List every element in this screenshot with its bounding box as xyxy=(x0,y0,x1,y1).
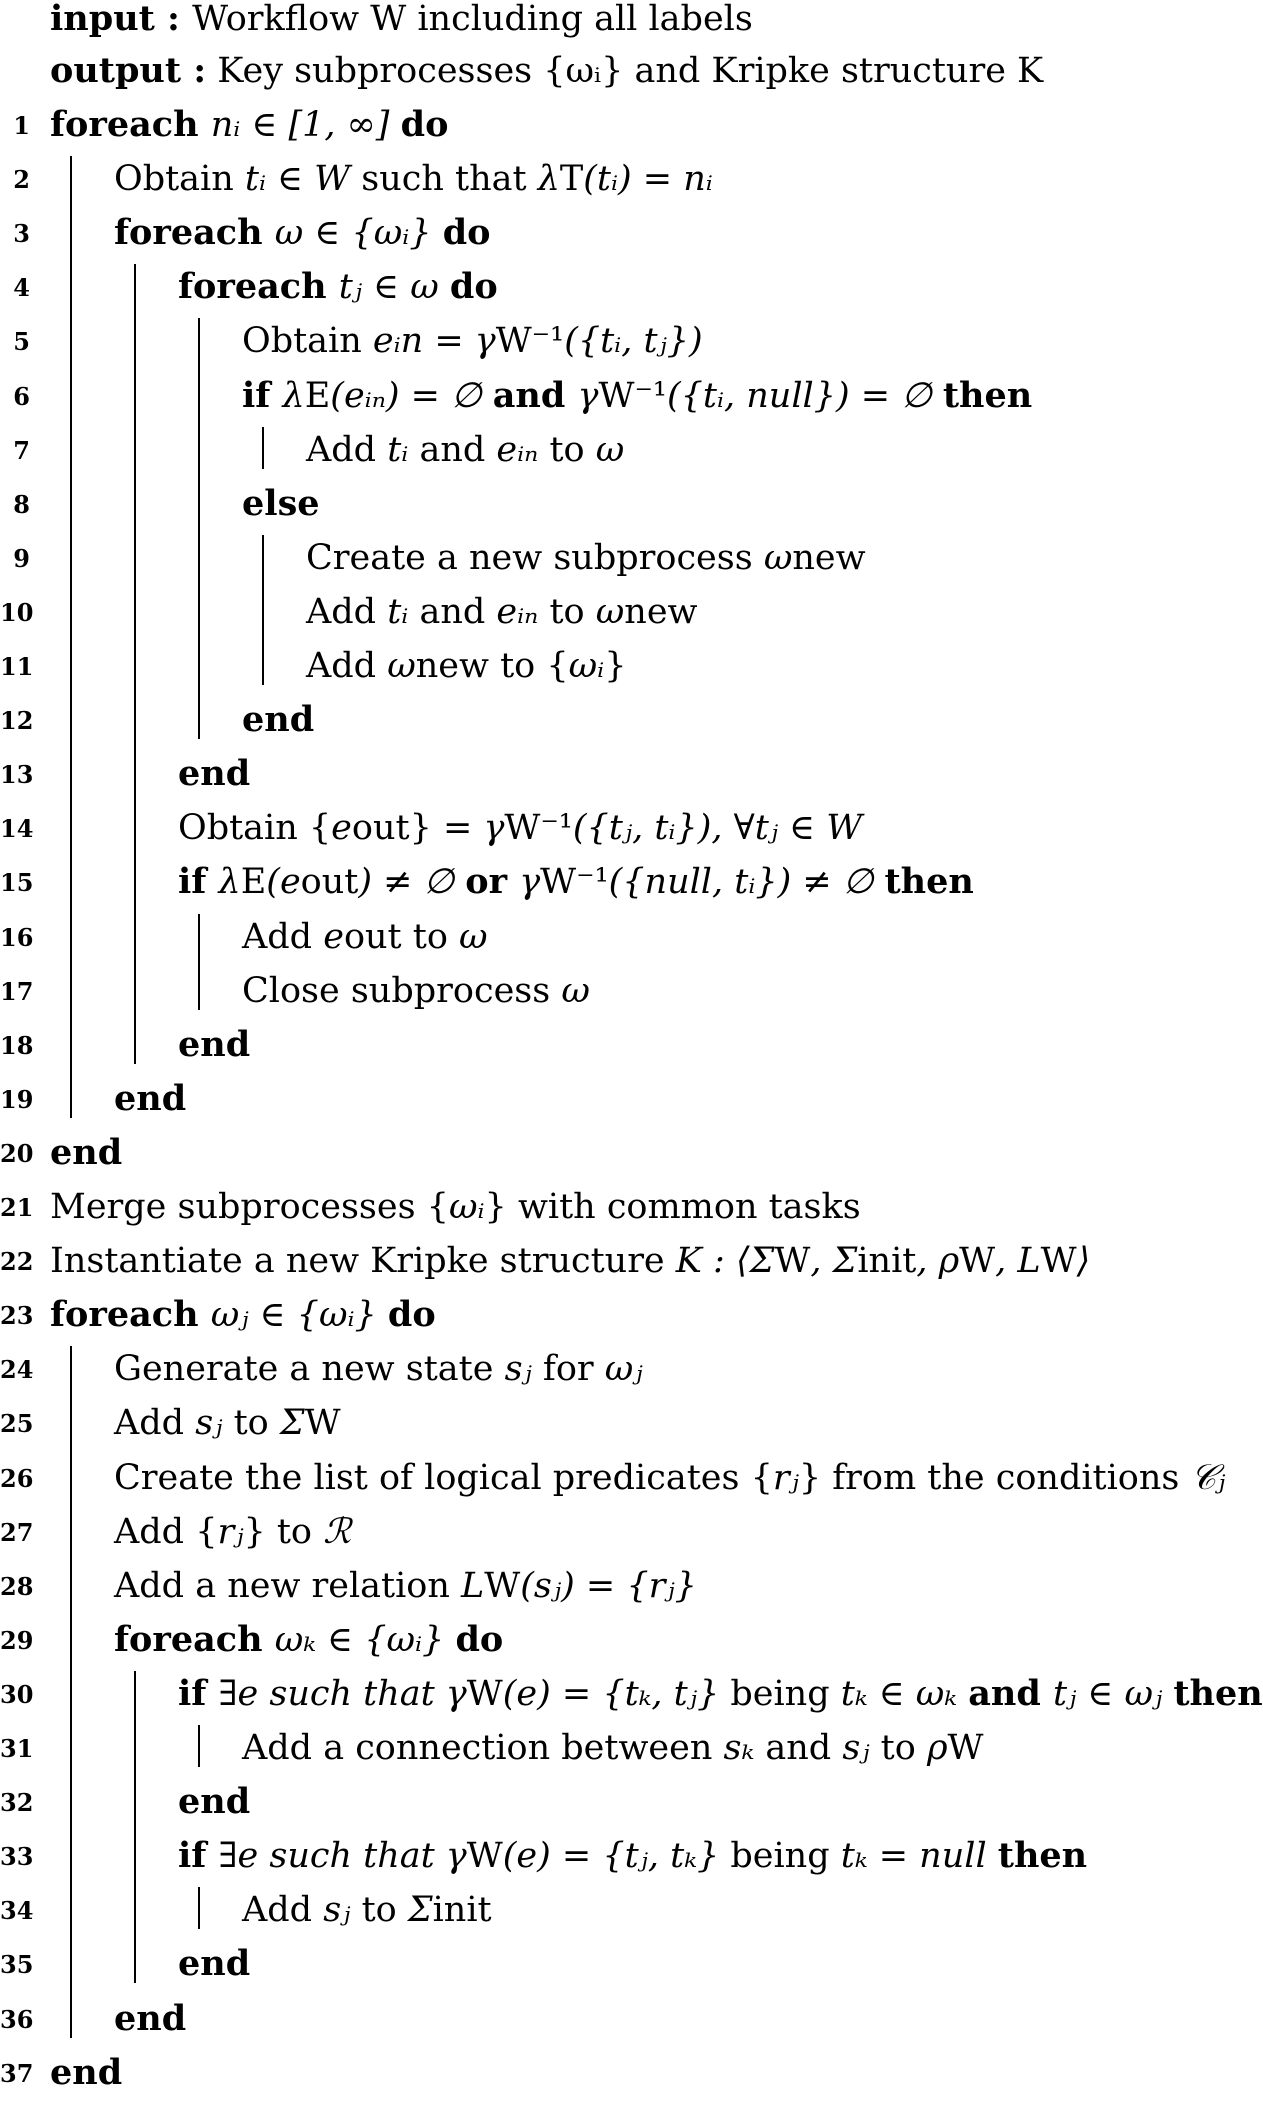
line-fragment: Obtain { xyxy=(178,808,332,849)
line-number: 31 xyxy=(0,1734,34,1763)
line-text xyxy=(178,1775,250,1829)
math-expression: ωᵢ xyxy=(448,1187,485,1227)
block-rule xyxy=(198,914,200,1010)
line-text xyxy=(178,1667,1263,1721)
line-text xyxy=(178,260,498,314)
line-fragment: to xyxy=(869,1728,927,1768)
line-fragment: Add { xyxy=(114,1511,218,1552)
line-number: 19 xyxy=(0,1084,34,1114)
algorithm-line xyxy=(0,1937,1239,1991)
block-rule xyxy=(70,1346,72,2037)
math-expression: sⱼ xyxy=(504,1349,532,1390)
line-fragment: W⁻¹ xyxy=(540,862,609,903)
line-number: 24 xyxy=(0,1355,34,1385)
algorithm-line xyxy=(0,2046,1239,2100)
algorithm-line xyxy=(0,314,1239,368)
keyword: then xyxy=(942,374,1033,416)
line-fragment: W xyxy=(774,1241,811,1282)
block-rule xyxy=(70,156,72,1118)
algorithm-line xyxy=(0,369,1239,423)
algorithm-line xyxy=(0,1126,1239,1180)
line-fragment: W xyxy=(947,1728,984,1768)
math-expression: ω xyxy=(387,646,416,686)
line-fragment: to xyxy=(350,1890,408,1931)
line-fragment: to { xyxy=(488,646,569,686)
math-expression: e xyxy=(323,916,344,957)
line-fragment: Add xyxy=(242,916,324,957)
line-text xyxy=(178,747,250,801)
line-text xyxy=(114,1072,186,1126)
input-line xyxy=(50,0,753,46)
line-fragment: Obtain xyxy=(114,159,245,200)
line-text xyxy=(178,855,974,909)
algorithm-line xyxy=(0,1505,1239,1559)
line-text xyxy=(50,98,448,152)
math-expression: L xyxy=(461,1565,485,1606)
line-fragment: and xyxy=(754,1728,843,1768)
line-number: 32 xyxy=(0,1788,34,1818)
line-text xyxy=(50,2046,122,2100)
line-number: 36 xyxy=(0,2004,34,2034)
math-expression: ∃e such that γ xyxy=(218,1836,467,1877)
line-text xyxy=(114,206,491,260)
line-fragment: Merge subprocesses { xyxy=(50,1187,449,1227)
algorithm-line xyxy=(0,1992,1239,2046)
math-expression: tⱼ ∈ ωⱼ xyxy=(1052,1673,1174,1714)
algorithm-line xyxy=(0,1613,1239,1667)
keyword: foreach xyxy=(50,104,211,145)
math-expression: ⟩ xyxy=(1076,1241,1091,1282)
line-number: 11 xyxy=(0,652,34,681)
line-text xyxy=(242,477,320,531)
line-fragment: to xyxy=(538,429,596,470)
algorithm-line xyxy=(0,1451,1239,1505)
line-text xyxy=(242,693,314,747)
math-expression: e xyxy=(331,808,352,849)
keyword: foreach xyxy=(50,1294,211,1336)
line-fragment: for xyxy=(531,1349,605,1390)
line-fragment: being xyxy=(719,1673,841,1714)
keyword: if xyxy=(178,1835,219,1877)
line-number: 29 xyxy=(0,1625,34,1655)
line-text xyxy=(306,585,698,639)
keyword: do xyxy=(455,1618,504,1660)
keyword: if xyxy=(178,861,219,903)
algorithm-line xyxy=(0,98,1239,152)
math-expression: sₖ xyxy=(723,1728,755,1768)
keyword: end xyxy=(178,1781,251,1823)
keyword: end xyxy=(114,1077,187,1119)
block-rule xyxy=(262,535,264,685)
line-fragment: W xyxy=(959,1241,996,1282)
line-fragment: and xyxy=(408,591,497,632)
keyword: if xyxy=(242,374,283,416)
line-text xyxy=(242,964,590,1018)
math-expression: ({null, tᵢ}) ≠ ∅ xyxy=(608,862,885,903)
line-fragment: and xyxy=(408,429,497,470)
line-fragment: W⁻¹ xyxy=(495,321,565,362)
math-expression: nᵢ ∈ [1, ∞] xyxy=(210,105,401,145)
algorithm-line xyxy=(0,1342,1239,1396)
keyword: then xyxy=(997,1835,1088,1877)
algorithm-line xyxy=(0,1396,1239,1450)
keyword: end xyxy=(178,1023,251,1065)
line-fragment: W xyxy=(1040,1241,1077,1282)
line-fragment: Add a new relation xyxy=(114,1565,462,1606)
line-number: 25 xyxy=(0,1409,34,1439)
line-text xyxy=(50,1288,436,1342)
line-text xyxy=(50,1180,861,1234)
algorithm-line xyxy=(0,1018,1239,1072)
line-fragment: to xyxy=(538,591,596,632)
algorithm-line xyxy=(0,423,1239,477)
math-expression: sⱼ xyxy=(323,1890,351,1931)
math-expression: ρ xyxy=(926,1728,948,1768)
math-expression: ω xyxy=(595,429,625,470)
block-rule xyxy=(198,1725,200,1767)
line-text xyxy=(178,1829,1087,1883)
math-expression: tᵢ xyxy=(387,429,409,470)
math-expression: λ xyxy=(537,159,560,200)
math-expression: , ρ xyxy=(916,1241,960,1282)
line-text xyxy=(178,801,862,855)
math-expression: (e) = {tₖ, tⱼ} xyxy=(502,1673,720,1714)
line-number: 7 xyxy=(13,435,30,465)
line-fragment: } to xyxy=(243,1511,324,1552)
line-fragment: Create a new subprocess xyxy=(306,537,764,578)
math-expression: sⱼ xyxy=(842,1728,870,1768)
keyword: end xyxy=(50,2051,123,2093)
line-number: 37 xyxy=(0,2058,34,2088)
line-fragment: Obtain xyxy=(242,321,373,362)
math-expression: ({tⱼ, tᵢ}), ∀tⱼ ∈ W xyxy=(572,808,863,849)
line-text xyxy=(114,1451,1225,1505)
algorithm-line xyxy=(0,801,1239,855)
line-fragment: Add xyxy=(242,1890,324,1931)
math-expression: ω xyxy=(763,537,793,578)
line-fragment: W xyxy=(466,1673,503,1714)
input-text: Workflow W including all labels xyxy=(192,0,753,39)
math-expression: , Σ xyxy=(810,1241,858,1282)
line-fragment: W⁻¹ xyxy=(598,375,667,416)
line-text xyxy=(242,910,488,964)
block-rule xyxy=(262,427,264,469)
line-text xyxy=(114,1613,503,1667)
line-number: 13 xyxy=(0,760,34,790)
line-fragment: Instantiate a new Kripke structure xyxy=(50,1241,676,1282)
line-text xyxy=(178,1937,250,1991)
math-expression: K : ⟨Σ xyxy=(675,1241,775,1282)
line-text xyxy=(114,1396,341,1450)
line-number: 10 xyxy=(0,597,34,627)
math-expression: rⱼ xyxy=(772,1457,799,1498)
line-number: 28 xyxy=(0,1571,34,1601)
keyword: foreach xyxy=(114,212,275,254)
line-number: 4 xyxy=(13,273,30,303)
math-expression: γ xyxy=(519,862,541,903)
line-fragment: } with common tasks xyxy=(484,1187,861,1227)
keyword: else xyxy=(242,482,320,524)
keyword: do xyxy=(449,266,498,308)
algorithm-line xyxy=(0,1072,1239,1126)
math-expression: ω xyxy=(561,970,590,1011)
line-text xyxy=(242,369,1032,423)
line-fragment: new xyxy=(792,537,866,578)
math-expression: λ xyxy=(282,375,305,416)
line-fragment: to xyxy=(401,916,460,957)
line-fragment: Add xyxy=(306,646,388,686)
algorithm-line xyxy=(0,747,1239,801)
math-expression: ω ∈ {ωᵢ} xyxy=(274,213,443,254)
algorithm-line xyxy=(0,964,1239,1018)
line-fragment: E xyxy=(240,862,267,903)
algorithm-line xyxy=(0,531,1239,585)
keyword: then xyxy=(1173,1672,1263,1714)
math-expression: ({tᵢ, null}) = ∅ xyxy=(666,375,943,416)
math-expression: ω xyxy=(595,591,625,632)
line-fragment: init xyxy=(857,1241,917,1282)
math-expression: Σ xyxy=(407,1890,433,1931)
line-fragment: Close subprocess xyxy=(242,970,562,1011)
line-number: 2 xyxy=(13,165,30,195)
line-fragment: Generate a new state xyxy=(114,1349,505,1390)
line-text xyxy=(114,1559,697,1613)
line-fragment: being xyxy=(719,1836,841,1877)
keyword: end xyxy=(178,753,251,795)
math-expression: ωₖ ∈ {ωᵢ} xyxy=(274,1619,456,1660)
keyword: end xyxy=(178,1943,251,1985)
line-number: 20 xyxy=(0,1138,34,1168)
math-expression: ωⱼ xyxy=(604,1349,643,1390)
line-text xyxy=(242,314,703,368)
algorithm-line xyxy=(0,206,1239,260)
line-fragment: Add xyxy=(306,429,388,470)
line-number: 1 xyxy=(13,111,30,140)
algorithm-line xyxy=(0,1234,1239,1288)
math-expression: sⱼ xyxy=(195,1403,223,1444)
line-fragment: } xyxy=(604,646,627,686)
math-expression: eᵢₙ xyxy=(496,591,539,632)
math-expression: Σ xyxy=(279,1403,305,1444)
line-number: 33 xyxy=(0,1842,34,1872)
algorithm-line xyxy=(0,1883,1239,1937)
keyword: do xyxy=(387,1294,436,1336)
math-expression: eᵢn = γ xyxy=(372,321,496,362)
keyword: foreach xyxy=(114,1618,275,1660)
line-number: 3 xyxy=(13,219,30,249)
math-expression: rⱼ xyxy=(217,1511,244,1552)
math-expression: tₖ ∈ ωₖ xyxy=(840,1673,969,1714)
line-text xyxy=(306,423,624,477)
math-expression: (e) = {tⱼ, tₖ} xyxy=(502,1836,720,1877)
output-keyword: output : xyxy=(50,50,207,91)
line-text xyxy=(50,1126,122,1180)
line-number: 30 xyxy=(0,1679,34,1709)
algorithm-line xyxy=(0,1559,1239,1613)
line-fragment: T xyxy=(559,159,584,200)
line-text xyxy=(242,1721,984,1775)
math-expression: λ xyxy=(218,862,241,903)
keyword: if xyxy=(178,1672,219,1714)
line-number: 16 xyxy=(0,922,34,952)
keyword: and xyxy=(492,374,578,416)
math-expression: ({tᵢ, tⱼ}) xyxy=(564,321,703,362)
algorithm-line xyxy=(0,639,1239,693)
input-keyword: input xyxy=(50,0,155,39)
math-expression: , L xyxy=(995,1241,1041,1282)
block-rule xyxy=(198,318,200,739)
line-number: 9 xyxy=(13,543,30,573)
line-text xyxy=(114,1992,186,2046)
keyword: do xyxy=(400,104,449,145)
algorithm-line xyxy=(0,1721,1239,1775)
keyword: and xyxy=(968,1672,1053,1714)
line-fragment: W xyxy=(466,1836,503,1877)
algorithm-line xyxy=(0,152,1239,206)
line-number: 23 xyxy=(0,1301,34,1331)
math-expression: eᵢₙ xyxy=(496,429,539,470)
math-expression: tⱼ ∈ ω xyxy=(338,267,450,308)
line-fragment: Create the list of logical predicates { xyxy=(114,1457,773,1498)
math-expression: ωᵢ xyxy=(568,646,605,686)
line-number: 18 xyxy=(0,1030,34,1060)
keyword: do xyxy=(442,212,491,254)
line-number: 34 xyxy=(0,1896,34,1926)
line-number: 8 xyxy=(13,489,30,519)
line-fragment: out xyxy=(300,862,359,903)
line-text xyxy=(242,1883,492,1937)
algorithm-line xyxy=(0,693,1239,747)
math-expression: γ xyxy=(483,808,505,849)
line-fragment: such that xyxy=(361,159,538,200)
output-line xyxy=(50,44,1043,98)
block-rule xyxy=(134,264,136,1064)
line-number: 27 xyxy=(0,1517,34,1547)
line-number: 26 xyxy=(0,1463,34,1493)
algorithm-line xyxy=(0,855,1239,909)
line-fragment: } from the conditions xyxy=(798,1457,1191,1498)
line-fragment: Add xyxy=(306,591,388,632)
math-expression: ∃e such that γ xyxy=(218,1673,467,1714)
math-expression: ωⱼ ∈ {ωᵢ} xyxy=(210,1295,388,1336)
line-number: 35 xyxy=(0,1950,34,1980)
line-fragment: Add xyxy=(114,1403,196,1444)
line-text xyxy=(306,531,866,585)
algorithm-line xyxy=(0,1667,1263,1721)
math-expression: ω xyxy=(459,916,488,957)
line-fragment: Add a connection between xyxy=(242,1728,724,1768)
line-text xyxy=(114,1505,351,1559)
block-rule xyxy=(198,1887,200,1929)
input-separator: : xyxy=(154,0,193,39)
line-number: 22 xyxy=(0,1247,34,1277)
math-expression: 𝒞ⱼ xyxy=(1190,1457,1226,1498)
algorithm-line xyxy=(0,477,1239,531)
algorithm-line xyxy=(0,1288,1239,1342)
line-text xyxy=(50,1234,1090,1288)
algorithm-line xyxy=(0,260,1239,314)
keyword: end xyxy=(114,1997,187,2039)
math-expression: tₖ = null xyxy=(840,1836,998,1877)
keyword: then xyxy=(884,861,974,903)
block-rule xyxy=(134,1671,136,1984)
math-expression: tᵢ ∈ W xyxy=(244,159,362,200)
line-fragment: init xyxy=(432,1890,492,1931)
line-fragment: W xyxy=(304,1403,341,1444)
output-text: Key subprocesses {ωᵢ} and Kripke structure K xyxy=(206,51,1044,91)
math-expression: (tᵢ) = nᵢ xyxy=(583,159,713,200)
keyword: foreach xyxy=(178,266,339,308)
algorithm-line xyxy=(0,1775,1239,1829)
line-fragment: new xyxy=(415,646,489,686)
line-text xyxy=(178,1018,250,1072)
math-expression: ℛ xyxy=(323,1511,352,1552)
keyword: or xyxy=(465,861,520,903)
keyword: end xyxy=(50,1131,123,1173)
line-fragment: W⁻¹ xyxy=(504,808,573,849)
math-expression: (eᵢₙ) = ∅ xyxy=(330,375,493,416)
algorithm-line xyxy=(0,910,1239,964)
line-number: 15 xyxy=(0,868,34,898)
keyword: end xyxy=(242,699,315,741)
algorithm-line xyxy=(0,585,1239,639)
line-text xyxy=(306,639,627,693)
line-number: 21 xyxy=(0,1193,34,1222)
line-text xyxy=(114,152,713,206)
line-fragment: to xyxy=(222,1403,280,1444)
line-number: 6 xyxy=(13,381,30,411)
math-expression: ) ≠ ∅ xyxy=(358,862,466,903)
algorithm-line xyxy=(0,1829,1239,1883)
math-expression: tᵢ xyxy=(387,591,409,632)
line-number: 5 xyxy=(13,327,30,357)
line-fragment: new xyxy=(624,591,698,632)
line-fragment: } = xyxy=(409,808,484,849)
line-fragment: E xyxy=(304,375,331,416)
line-text xyxy=(114,1342,643,1396)
line-number: 12 xyxy=(0,706,34,736)
line-fragment: out xyxy=(351,808,410,849)
math-expression: (e xyxy=(266,862,301,903)
line-number: 17 xyxy=(0,976,34,1006)
algorithm-line xyxy=(0,1180,1239,1234)
line-fragment: out xyxy=(343,916,402,957)
math-expression: (sⱼ) = {rⱼ} xyxy=(520,1565,697,1606)
line-number: 14 xyxy=(0,814,34,844)
line-fragment: W xyxy=(484,1565,521,1606)
math-expression: γ xyxy=(577,375,599,416)
